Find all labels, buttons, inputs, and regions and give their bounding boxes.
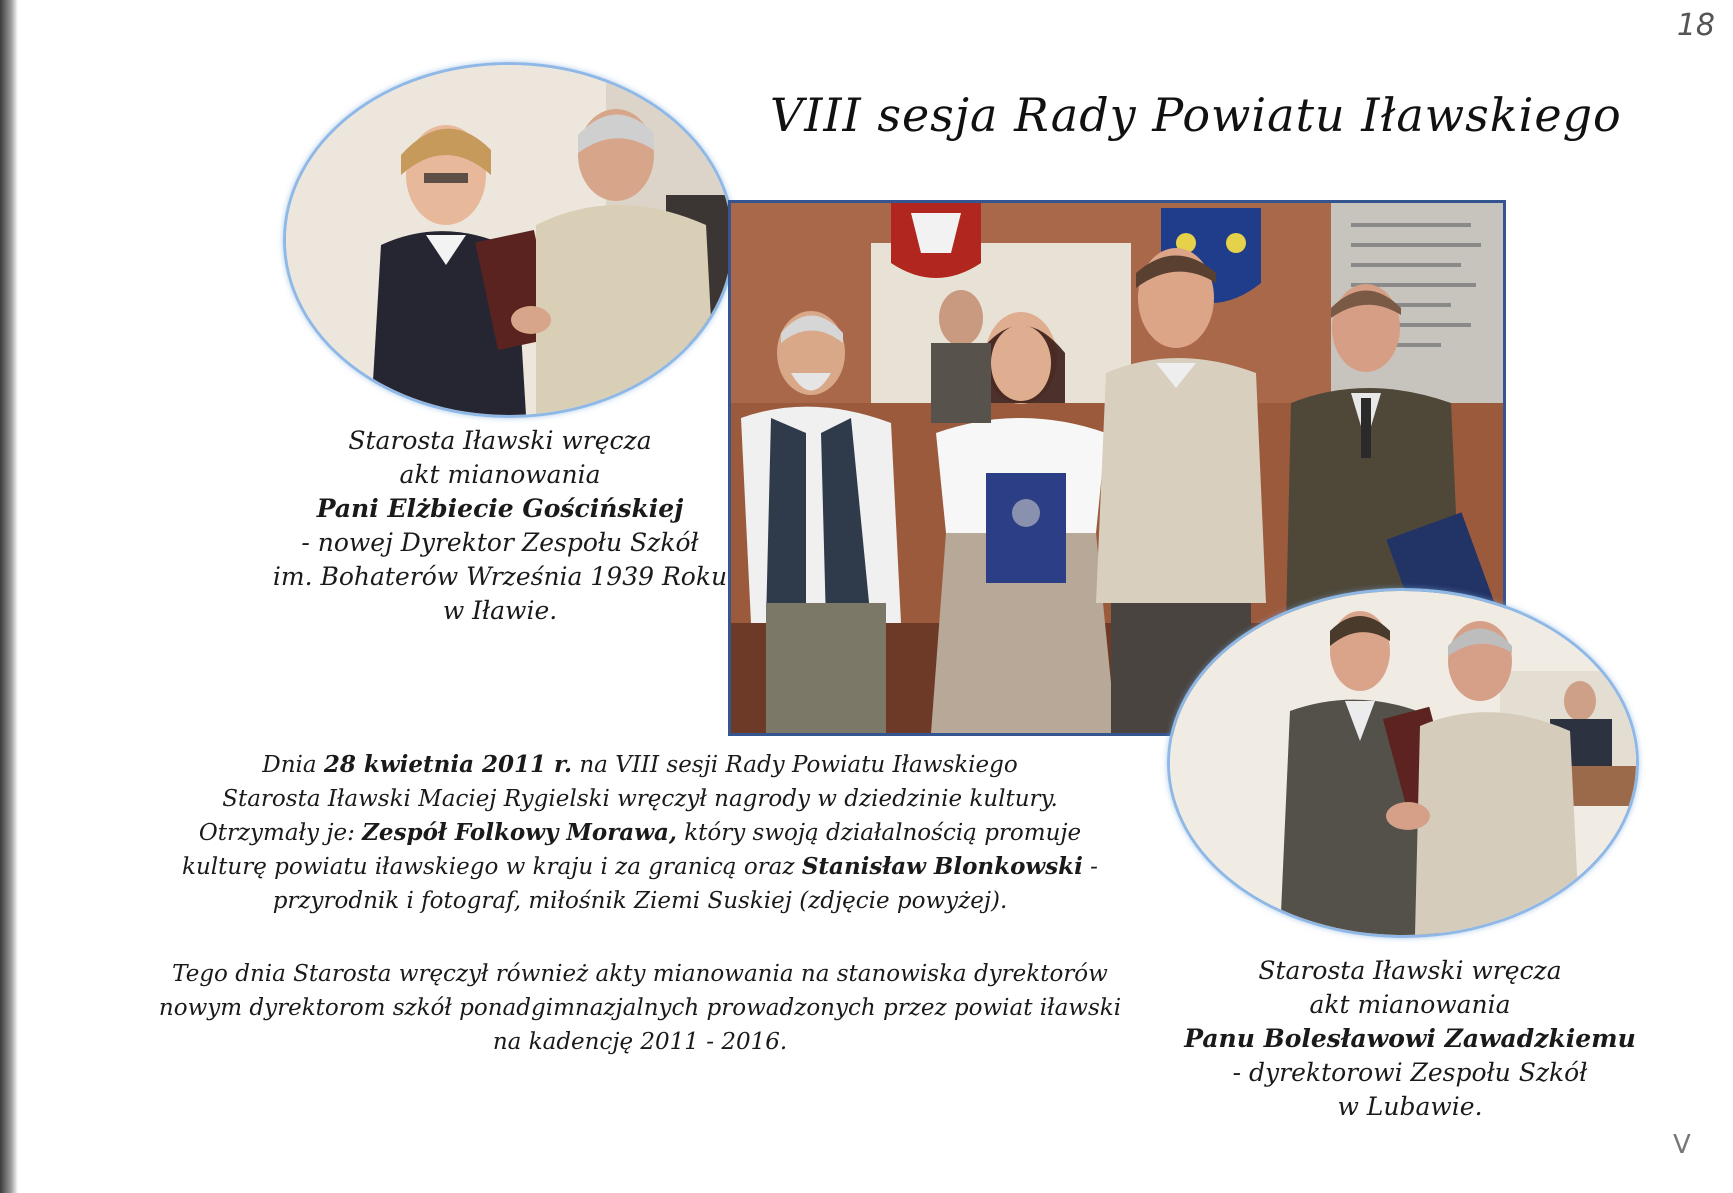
- caption-right-line3: - dyrektorowi Zespołu Szkół: [1232, 1058, 1588, 1087]
- paragraph1-line2: Starosta Iławski Maciej Rygielski wręczył nagrody w dziedzinie kultury.: [222, 786, 1058, 812]
- photo-handshake-woman: [286, 65, 732, 415]
- caption-right-name: Panu Bolesławowi Zawadzkiemu: [1184, 1024, 1636, 1053]
- photo-handshake-men: [1170, 591, 1636, 935]
- paragraph2-line1: Tego dnia Starosta wręczył również akty mianowania na stanowiska dyrektorów: [172, 961, 1108, 987]
- paragraph1-line3: Otrzymały je: Zespół Folkowy Morawa, który swoją działalnością promuje: [198, 819, 1082, 846]
- paragraph-awards: [120, 748, 1160, 918]
- caption-left-line3: - nowej Dyrektor Zespołu Szkół: [301, 528, 699, 557]
- photo-oval-bottom-right: [1167, 588, 1639, 938]
- caption-left: [270, 424, 730, 628]
- photo-oval-top-left: [283, 62, 735, 418]
- caption-left-line4: im. Bohaterów Września 1939 Roku: [272, 562, 728, 591]
- paragraph1-line4: kulturę powiatu iławskiego w kraju i za granicą oraz Stanisław Blonkowski -: [182, 853, 1098, 880]
- caption-left-line1: Starosta Iławski wręcza: [348, 426, 652, 455]
- caption-right-line4: w Lubawie.: [1337, 1092, 1483, 1121]
- paragraph1-line5: przyrodnik i fotograf, miłośnik Ziemi Suskiej (zdjęcie powyżej).: [272, 888, 1008, 914]
- paragraph2-line3: na kadencję 2011 - 2016.: [492, 1029, 788, 1055]
- caption-right: [1170, 954, 1650, 1124]
- paragraph-appointments: [120, 957, 1160, 1059]
- caption-left-line5: w Iławie.: [442, 596, 558, 625]
- paragraph1-line1: Dnia 28 kwietnia 2011 r. na VIII sesji Rady Powiatu Iławskiego: [262, 751, 1018, 778]
- annotation-mark: V: [1673, 1130, 1691, 1160]
- page-number: 18: [1676, 8, 1715, 43]
- caption-right-line1: Starosta Iławski wręcza: [1258, 956, 1562, 985]
- caption-left-name: Pani Elżbiecie Gościńskiej: [316, 494, 684, 523]
- page-title: VIII sesja Rady Powiatu Iławskiego: [770, 88, 1622, 142]
- paragraph2-line2: nowym dyrektorom szkół ponadgimnazjalnych prowadzonych przez powiat iławski: [158, 995, 1122, 1021]
- caption-right-line2: akt mianowania: [1309, 990, 1511, 1019]
- caption-left-line2: akt mianowania: [399, 460, 601, 489]
- scan-edge: [0, 0, 18, 1193]
